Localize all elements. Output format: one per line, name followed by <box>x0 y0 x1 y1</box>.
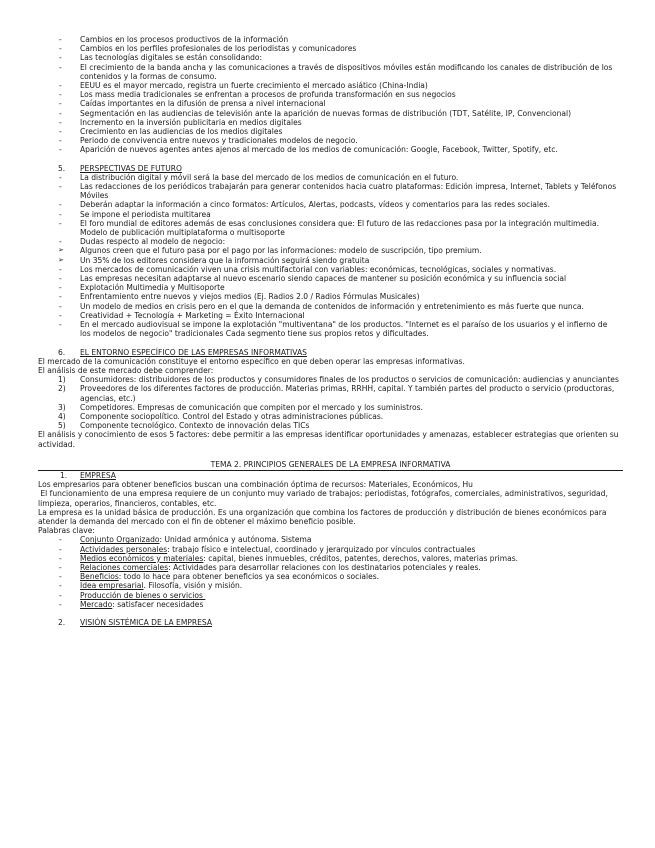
section-title: VISIÓN SISTÉMICA DE LA EMPRESA <box>80 617 212 627</box>
keyword-description: : capital, bienes inmuebles, créditos, patentes, derechos, valores, materias primas. <box>203 553 519 563</box>
section-title: EL ENTORNO ESPECÍFICO DE LAS EMPRESAS INFORMATIVAS <box>80 347 307 357</box>
bullet-arrow-icon: ➢ <box>58 255 64 264</box>
list-item-text: Deberán adaptar la información a cinco formatos: Artículos, Alertas, podcasts, vídeos y comentarios para las redes sociales. <box>80 200 550 210</box>
keyword-term: Idea empresarial <box>80 581 144 591</box>
chapter-heading: TEMA 2. PRINCIPIOS GENERALES DE LA EMPRESA INFORMATIVA <box>38 460 623 471</box>
bullet-dash: - <box>59 599 62 609</box>
list-item-text: El foro mundial de editores además de esas conclusiones considera que: El futuro de las redacciones pasa por la integración multimedia. Modelo de publicación multiplataforma o multisoporte <box>80 218 599 238</box>
list-item-text: Cambios en los procesos productivos de la información <box>80 35 289 44</box>
keyword-item <box>38 572 619 581</box>
list-item-text: La distribución digital y móvil será la base del mercado de los medios de comunicación en el futuro. <box>80 172 459 182</box>
keyword-description: : trabajo físico e intelectual, coordinado y jerarquizado por vínculos contractuales <box>167 544 476 554</box>
list-item <box>38 63 619 81</box>
keyword-item <box>38 563 619 572</box>
bullet-dash: - <box>59 108 62 118</box>
keyword-item <box>38 591 619 600</box>
keyword-item <box>38 600 619 609</box>
paragraph: La empresa es la unidad básica de producción. Es una organización que combina los factores de producción y distribución de bienes económicos para atender la demanda del mercado con el fin de obtener el máximo beneficio posible. <box>38 507 607 526</box>
list-item-text: Algunos creen que el futuro pasa por el pago por las informaciones: modelo de suscripción, tipo premium. <box>80 246 482 256</box>
bullet-dash: - <box>59 62 62 72</box>
paragraph: Palabras clave: <box>38 526 95 536</box>
bullet-dash: - <box>59 264 62 274</box>
list-item <box>38 200 619 209</box>
list-item-text: Periodo de convivencia entre nuevos y tradicionales modelos de negocio. <box>80 136 358 146</box>
list-item <box>38 237 619 246</box>
list-item-text: Aparición de nuevos agentes antes ajenos al mercado de los medios de comunicación: Google, Facebook, Twitter, Spotify, etc. <box>80 145 558 155</box>
keyword-term: Medios económicos y materiales <box>80 553 204 563</box>
keyword-list <box>38 535 619 609</box>
paragraph: El análisis y conocimiento de esos 5 factores: debe permitir a las empresas identificar oportunidades y amenazas, establecer estrategias que orienten su actividad. <box>38 430 619 449</box>
bullet-dash: - <box>59 581 62 591</box>
list-item-text: EEUU es el mayor mercado, registra un fuerte crecimiento el mercado asiático (China-India) <box>80 81 428 91</box>
section-6-heading <box>38 348 619 357</box>
item-number: 5) <box>58 421 66 431</box>
list-item <box>38 265 619 274</box>
keyword-item <box>38 535 619 544</box>
bullet-list-digital-changes <box>38 35 619 155</box>
numbered-item-text: Componente tecnológico. Contexto de innovación delas TICs <box>80 421 310 431</box>
bullet-dash: - <box>59 99 62 109</box>
list-item-text: Dudas respecto al modelo de negocio: <box>80 237 226 247</box>
paragraph: El funcionamiento de una empresa requiere de un conjunto muy variado de trabajos: periodistas, fotógrafos, comerciales, administrativos, seguridad, limpieza, operarios, financieros, contables, etc. <box>38 489 611 508</box>
bullet-dash: - <box>59 562 62 572</box>
list-item-text: El crecimiento de la banda ancha y las comunicaciones a través de dispositivos móviles están modificando los canales de distribución de los contenidos y la formas de consumo. <box>80 62 613 81</box>
bullet-dash: - <box>59 44 62 54</box>
bullet-dash: - <box>59 209 62 219</box>
bullet-dash: - <box>59 35 62 44</box>
list-item <box>38 256 619 265</box>
bullet-dash: - <box>59 292 62 302</box>
bullet-dash: - <box>59 310 62 320</box>
bullet-dash: - <box>59 172 62 182</box>
bullet-list-perspectives <box>38 173 619 339</box>
keyword-description: . Filosofía, visión y misión. <box>143 581 243 591</box>
section-number: 1. <box>60 470 68 480</box>
section-title: PERSPECTIVAS DE FUTURO <box>80 163 182 173</box>
paragraph: El mercado de la comunicación constituye el entorno específico en que deben operar las empresas informativas. <box>38 356 465 366</box>
paragraph: Los empresarios para obtener beneficios buscan una combinación óptima de recursos: Materiales, Económicos, Hu <box>38 480 473 490</box>
bullet-dash: - <box>59 136 62 146</box>
bullet-arrow-icon: ➢ <box>58 246 64 255</box>
list-item <box>38 109 619 118</box>
list-item <box>38 219 619 237</box>
keyword-term: Relaciones comerciales <box>80 562 169 572</box>
list-item <box>38 118 619 127</box>
item-number: 1) <box>58 375 66 385</box>
list-item <box>38 127 619 136</box>
bullet-dash: - <box>59 237 62 247</box>
list-item <box>38 283 619 292</box>
list-item <box>38 145 619 154</box>
bullet-dash: - <box>59 218 62 228</box>
bullet-dash: - <box>59 301 62 311</box>
bullet-dash: - <box>59 90 62 100</box>
numbered-item-text: Proveedores de los diferentes factores de producción. Materias primas, RRHH, capital. Y también partes del producto o servicio (productoras, agencias, etc.) <box>80 384 615 403</box>
section-number: 2. <box>58 617 66 627</box>
list-item <box>38 44 619 53</box>
numbered-item <box>38 384 619 402</box>
list-item <box>38 320 619 338</box>
list-item-text: Las redacciones de los periódicos trabajarán para generar contenidos hacia cuatro plataformas: Edición impresa, Internet, Tablets y Teléfonos Móviles <box>80 182 617 201</box>
list-item <box>38 292 619 301</box>
list-item-text: Los mass media tradicionales se enfrentan a procesos de profunda transformación en sus negocios <box>80 90 456 100</box>
numbered-item <box>38 412 619 421</box>
keyword-description: : Actividades para desarrollar relaciones con los destinatarios potenciales y reales. <box>168 562 481 572</box>
section-number: 5. <box>58 163 66 173</box>
list-item-text: Los mercados de comunicación viven una crisis multifactorial con variables: económicas, tecnológicas, sociales y normativas. <box>80 264 557 274</box>
list-item <box>38 182 619 200</box>
list-item-text: Caídas importantes en la difusión de prensa a nivel internacional <box>80 99 326 109</box>
list-item-text: Las tecnologías digitales se están consolidando: <box>80 53 263 63</box>
list-item <box>38 99 619 108</box>
section-5-heading <box>38 164 619 173</box>
list-item <box>38 173 619 182</box>
list-item <box>38 274 619 283</box>
list-item <box>38 35 619 44</box>
list-item-text: Cambios en los perfiles profesionales de los periodistas y comunicadores <box>80 44 357 54</box>
numbered-item-text: Competidores. Empresas de comunicación que compiten por el mercado y los suministros. <box>80 402 423 412</box>
list-item-text: Creatividad + Tecnología + Marketing = Éxito Internacional <box>80 310 305 320</box>
bullet-dash: - <box>59 590 62 600</box>
section-number: 6. <box>58 347 66 357</box>
bullet-dash: - <box>59 283 62 293</box>
keyword-description: : todo lo hace para obtener beneficios ya sea económicos o sociales. <box>118 572 380 582</box>
list-item-text: Enfrentamiento entre nuevos y viejos medios (Ej. Radios 2.0 / Radios Fórmulas Musicales) <box>80 292 420 302</box>
numbered-item <box>38 375 619 384</box>
numbered-item-text: Componente sociopolítico. Control del Estado y otras administraciones públicas. <box>80 411 384 421</box>
list-item-text: Incremento en la inversión publicitaria en medios digitales <box>80 117 302 127</box>
bullet-dash: - <box>59 81 62 91</box>
bullet-dash: - <box>59 320 62 330</box>
keyword-item <box>38 545 619 554</box>
list-item <box>38 246 619 255</box>
numbered-item-text: Consumidores: distribuidores de los productos y consumidores finales de los productos o servicios de comunicación: audiencias y anunciantes <box>80 375 619 385</box>
keyword-description: : Unidad armónica y autónoma. Sistema <box>159 535 312 545</box>
list-item-text: Segmentación en las audiencias de televisión ante la aparición de nuevas formas de distribución (TDT, Satélite, IP, Convencional) <box>80 108 572 118</box>
paragraph: El análisis de este mercado debe comprender: <box>38 365 214 375</box>
bullet-dash: - <box>59 535 62 545</box>
bullet-dash: - <box>59 127 62 137</box>
bullet-dash: - <box>59 553 62 563</box>
list-item-text: Explotación Multimedia y Multisoporte <box>80 283 225 293</box>
item-number: 3) <box>58 402 66 412</box>
bullet-dash: - <box>59 145 62 155</box>
bullet-dash: - <box>59 117 62 127</box>
list-item-text: En el mercado audiovisual se impone la explotación "multiventana" de los productos. "Internet es el paraíso de los usuarios y el infierno de los modelos de negocio" tradicionales Cada segmento tiene sus propios retos y dificultades. <box>80 320 608 339</box>
numbered-item <box>38 421 619 430</box>
list-item <box>38 136 619 145</box>
list-item-text: Se impone el periodista multitarea <box>80 209 211 219</box>
keyword-item <box>38 581 619 590</box>
list-item-text: Las empresas necesitan adaptarse al nuevo escenario siendo capaces de mantener su posición económica y su influencia social <box>80 274 567 284</box>
list-item <box>38 90 619 99</box>
keyword-description: : satisfacer necesidades <box>112 599 204 609</box>
list-item-text: Un modelo de medios en crisis pero en el que la demanda de contenidos de información y entretenimiento es más fuerte que nunca. <box>80 301 584 311</box>
numbered-item <box>38 403 619 412</box>
keyword-term: Mercado <box>80 599 113 609</box>
list-item <box>38 311 619 320</box>
bullet-dash: - <box>59 572 62 582</box>
section-2-heading <box>38 618 619 627</box>
bullet-dash: - <box>59 182 62 192</box>
list-item <box>38 210 619 219</box>
list-item-text: Un 35% de los editores considera que la información seguirá siendo gratuita <box>80 255 370 265</box>
keyword-term: Beneficios <box>80 572 119 582</box>
keyword-item <box>38 554 619 563</box>
bullet-dash: - <box>59 200 62 210</box>
keyword-term: Conjunto Organizado <box>80 535 160 545</box>
item-number: 2) <box>58 384 66 394</box>
list-item <box>38 53 619 62</box>
bullet-dash: - <box>59 544 62 554</box>
section-1-heading <box>38 471 619 480</box>
section-title: EMPRESA <box>80 470 116 480</box>
list-item <box>38 81 619 90</box>
bullet-dash: - <box>59 274 62 284</box>
item-number: 4) <box>58 411 66 421</box>
list-item-text: Crecimiento en las audiencias de los medios digitales <box>80 127 283 137</box>
keyword-term: Actividades personales <box>80 544 168 554</box>
keyword-term: Producción de bienes o servicios <box>80 590 206 600</box>
numbered-list-market-factors <box>38 375 619 430</box>
bullet-dash: - <box>59 53 62 63</box>
list-item <box>38 302 619 311</box>
